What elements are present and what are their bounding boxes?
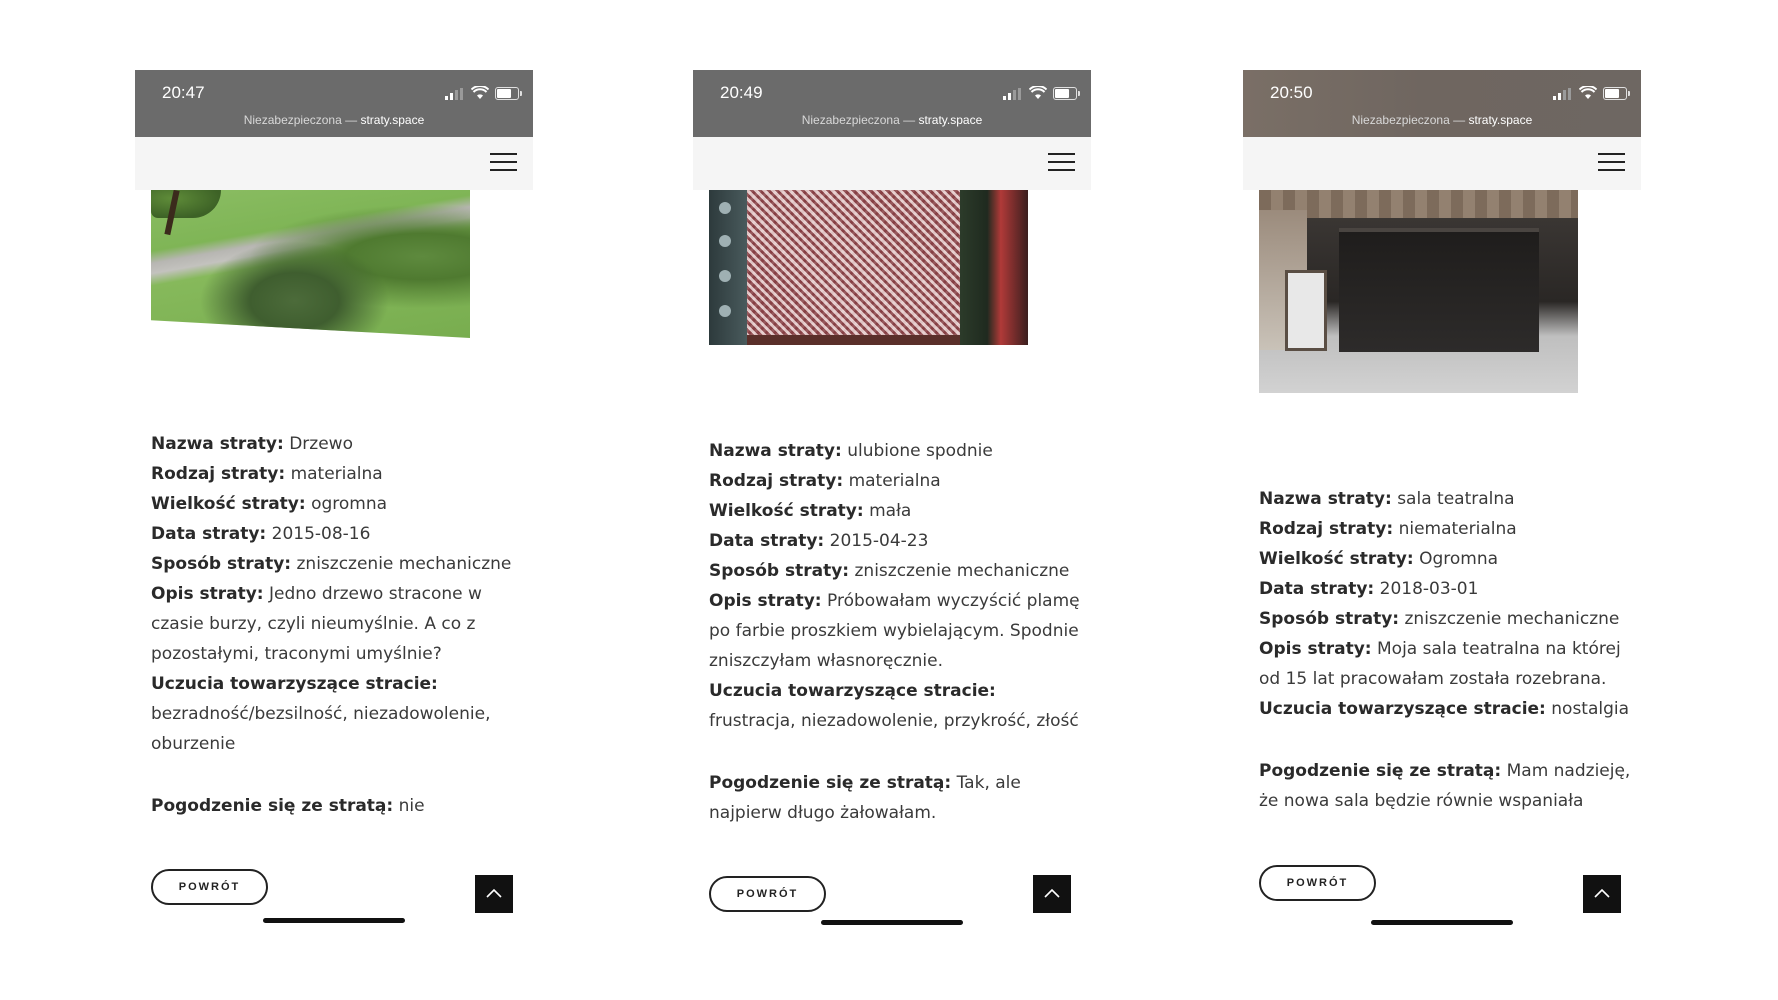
cellular-signal-icon <box>1003 88 1021 100</box>
browser-status-bar <box>1243 70 1641 137</box>
detail-row: Uczucia towarzyszące stracie: bezradność/bezsilność, niezadowolenie, oburzenie <box>151 674 491 754</box>
detail-row: Rodzaj straty: niematerialna <box>1259 519 1517 539</box>
address-bar[interactable] <box>693 113 1091 127</box>
detail-row: Sposób straty: zniszczenie mechaniczne <box>1259 609 1620 629</box>
detail-row: Nazwa straty: sala teatralna <box>1259 489 1515 509</box>
chevron-up-icon <box>1044 888 1060 898</box>
url-domain: straty.space <box>1468 113 1533 127</box>
scroll-to-top-button[interactable] <box>475 875 513 913</box>
back-button[interactable]: POWRÓT <box>1259 865 1376 901</box>
wifi-icon <box>471 86 489 100</box>
hamburger-menu-icon[interactable] <box>1598 153 1625 173</box>
chevron-up-icon <box>486 888 502 898</box>
loss-details <box>1259 484 1631 816</box>
detail-row: Wielkość straty: ogromna <box>151 494 388 514</box>
detail-row: Sposób straty: zniszczenie mechaniczne <box>151 554 512 574</box>
detail-row: Uczucia towarzyszące stracie: frustracja, niezadowolenie, przykrość, złość <box>709 681 1079 731</box>
detail-row: Data straty: 2015-08-16 <box>151 524 371 544</box>
detail-row: Rodzaj straty: materialna <box>709 471 941 491</box>
site-header <box>693 137 1091 190</box>
wifi-icon <box>1579 86 1597 100</box>
address-bar[interactable] <box>1243 113 1641 127</box>
home-indicator <box>821 920 963 925</box>
reconciliation-row: Pogodzenie się ze stratą: nie <box>151 796 425 816</box>
cellular-signal-icon <box>445 88 463 100</box>
detail-row: Wielkość straty: mała <box>709 501 912 521</box>
battery-icon <box>1603 87 1627 100</box>
url-security-label: Niezabezpieczona — <box>243 113 361 127</box>
home-indicator <box>1371 920 1513 925</box>
wifi-icon <box>1029 86 1047 100</box>
address-bar[interactable] <box>135 113 533 127</box>
detail-row: Data straty: 2018-03-01 <box>1259 579 1479 599</box>
detail-row: Opis straty: Próbowałam wyczyścić plamę po farbie proszkiem wybielającym. Spodnie zniszczyłam własnoręcznie. <box>709 591 1080 671</box>
loss-details <box>151 429 523 821</box>
detail-row: Rodzaj straty: materialna <box>151 464 383 484</box>
site-header <box>135 137 533 190</box>
detail-row: Uczucia towarzyszące stracie: nostalgia <box>1259 699 1630 719</box>
reconciliation-row: Pogodzenie się ze stratą: Mam nadzieję, że nowa sala będzie równie wspaniała <box>1259 761 1631 811</box>
scroll-to-top-button[interactable] <box>1583 875 1621 913</box>
browser-status-bar <box>693 70 1091 137</box>
phone-screen-3 <box>1243 70 1641 930</box>
browser-status-bar <box>135 70 533 137</box>
phone-screen-2 <box>693 70 1091 930</box>
home-indicator <box>263 918 405 923</box>
chevron-up-icon <box>1594 888 1610 898</box>
detail-row: Opis straty: Moja sala teatralna na której od 15 lat pracowałam została rozebrana. <box>1259 639 1621 689</box>
detail-row: Nazwa straty: Drzewo <box>151 434 353 454</box>
battery-icon <box>495 87 519 100</box>
status-time: 20:49 <box>720 83 763 102</box>
cellular-signal-icon <box>1553 88 1571 100</box>
hamburger-menu-icon[interactable] <box>490 153 517 173</box>
back-button[interactable]: POWRÓT <box>151 869 268 905</box>
detail-row: Opis straty: Jedno drzewo stracone w czasie burzy, czyli nieumyślnie. A co z pozostałymi, traconymi umyślnie? <box>151 584 482 664</box>
url-security-label: Niezabezpieczona — <box>801 113 919 127</box>
detail-row: Data straty: 2015-04-23 <box>709 531 929 551</box>
phone-screen-1 <box>135 70 533 930</box>
status-time: 20:47 <box>162 83 205 102</box>
battery-icon <box>1053 87 1077 100</box>
detail-row: Sposób straty: zniszczenie mechaniczne <box>709 561 1070 581</box>
status-time: 20:50 <box>1270 83 1313 102</box>
detail-row: Nazwa straty: ulubione spodnie <box>709 441 993 461</box>
url-domain: straty.space <box>360 113 425 127</box>
houndstooth-pants-photo <box>709 190 1028 345</box>
scroll-to-top-button[interactable] <box>1033 875 1071 913</box>
loss-details <box>709 436 1081 828</box>
url-security-label: Niezabezpieczona — <box>1351 113 1469 127</box>
back-button[interactable]: POWRÓT <box>709 876 826 912</box>
url-domain: straty.space <box>918 113 983 127</box>
detail-row: Wielkość straty: Ogromna <box>1259 549 1499 569</box>
site-header <box>1243 137 1641 190</box>
reconciliation-row: Pogodzenie się ze stratą: Tak, ale najpierw długo żałowałam. <box>709 773 1021 823</box>
fallen-tree-photo <box>151 190 470 338</box>
hamburger-menu-icon[interactable] <box>1048 153 1075 173</box>
theatre-hall-photo <box>1259 190 1578 393</box>
